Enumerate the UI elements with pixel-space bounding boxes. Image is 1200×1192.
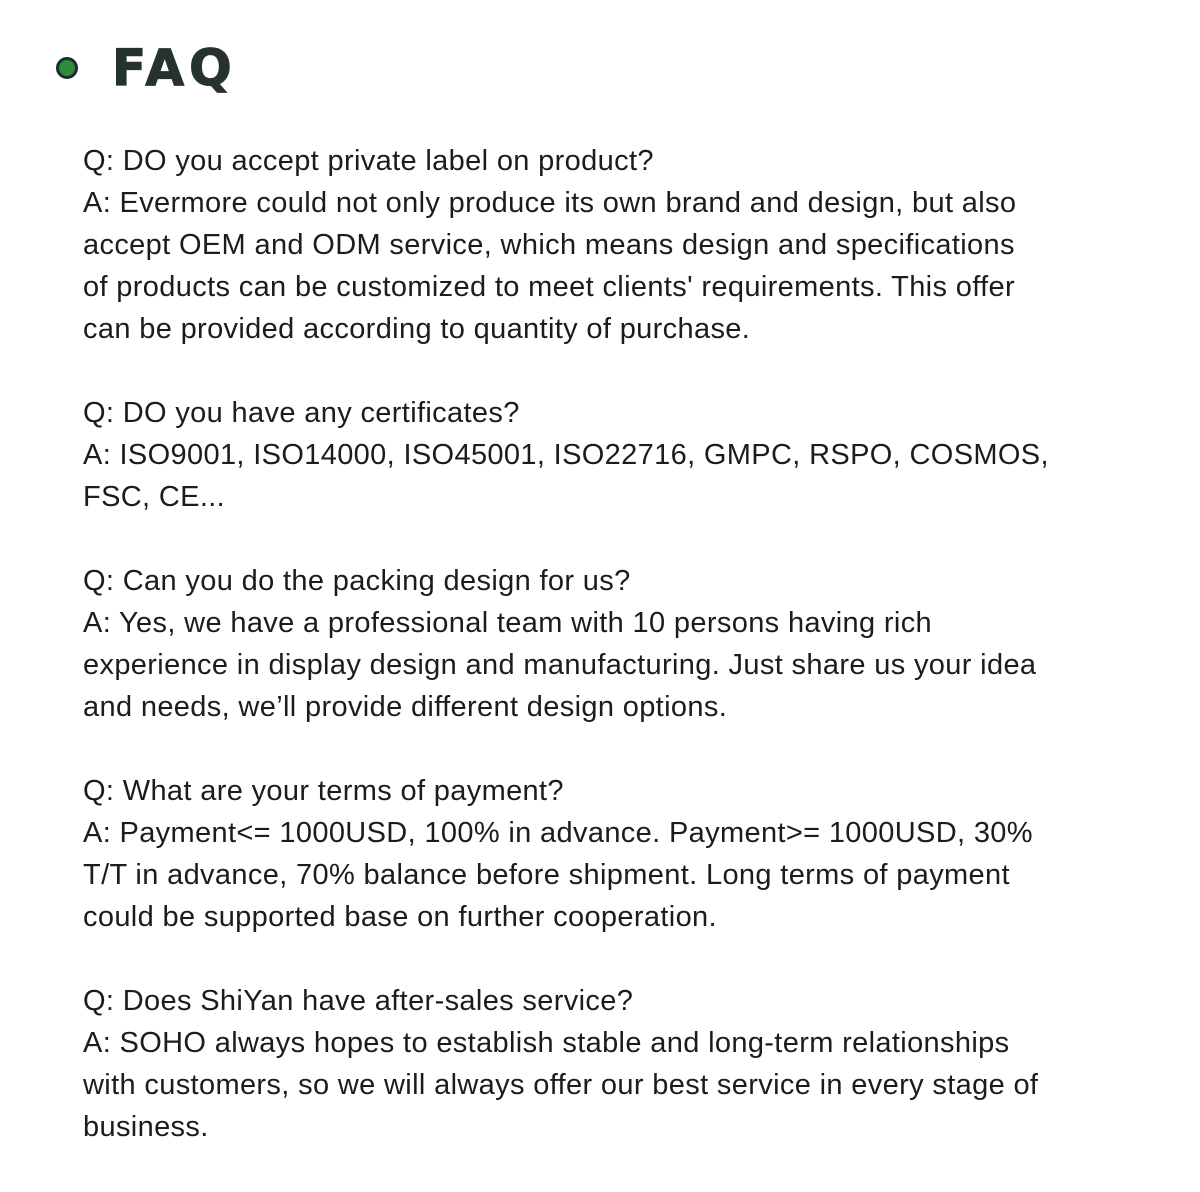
- faq-item: [83, 980, 1143, 1148]
- faq-answer-line: A: ISO9001, ISO14000, ISO45001, ISO22716, GMPC, RSPO, COSMOS,: [83, 439, 1049, 471]
- faq-question: Q: Does ShiYan have after-sales service?: [83, 985, 634, 1017]
- faq-answer-line: could be supported base on further cooperation.: [83, 901, 717, 933]
- faq-answer-line: experience in display design and manufacturing. Just share us your idea: [83, 649, 1037, 681]
- faq-answer-line: A: SOHO always hopes to establish stable and long-term relationships: [83, 1027, 1010, 1059]
- faq-answer-line: A: Payment<= 1000USD, 100% in advance. Payment>= 1000USD, 30%: [83, 817, 1033, 849]
- faq-answer-line: A: Evermore could not only produce its own brand and design, but also: [83, 187, 1017, 219]
- faq-question: Q: DO you accept private label on product?: [83, 145, 654, 177]
- faq-question: Q: What are your terms of payment?: [83, 775, 564, 807]
- faq-item: [83, 560, 1143, 728]
- faq-answer-line: T/T in advance, 70% balance before shipment. Long terms of payment: [83, 859, 1010, 891]
- faq-item: [83, 140, 1143, 350]
- faq-item: [83, 770, 1143, 938]
- faq-answer-line: accept OEM and ODM service, which means design and specifications: [83, 229, 1015, 261]
- page-title: FAQ: [112, 39, 237, 97]
- faq-answer-line: with customers, so we will always offer our best service in every stage of: [83, 1069, 1039, 1101]
- faq-item: [83, 392, 1143, 518]
- bullet-dot-icon: [56, 57, 78, 79]
- faq-header: [56, 40, 237, 96]
- faq-answer-line: can be provided according to quantity of purchase.: [83, 313, 751, 345]
- faq-answer-line: FSC, CE...: [83, 481, 226, 513]
- faq-answer-line: A: Yes, we have a professional team with 10 persons having rich: [83, 607, 933, 639]
- faq-answer-line: business.: [83, 1111, 209, 1143]
- faq-answer-line: of products can be customized to meet clients' requirements. This offer: [83, 271, 1015, 303]
- faq-question: Q: Can you do the packing design for us?: [83, 565, 631, 597]
- faq-answer-line: and needs, we’ll provide different design options.: [83, 691, 728, 723]
- faq-list: [83, 140, 1143, 1190]
- faq-question: Q: DO you have any certificates?: [83, 397, 520, 429]
